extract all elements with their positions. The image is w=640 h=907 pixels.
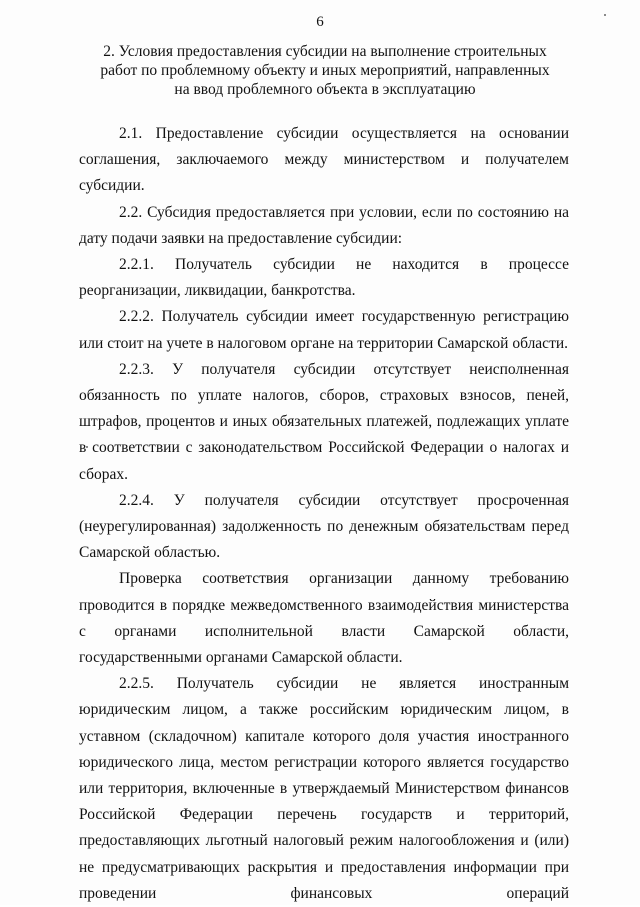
paragraph-2-2-2: 2.2.2. Получатель субсидии имеет государственную регистрацию или стоит на учете в налоговом органе на территории Самарской области.: [79, 308, 569, 352]
paragraph-2-2-4: 2.2.4. У получателя субсидии отсутствует просроченная (неурегулированная) задолженность по денежным обязательствам перед Самарской областью.: [79, 491, 569, 562]
heading-line: работ по проблемному объекту и иных мероприятий, направленных: [100, 62, 550, 79]
paragraph-2-2: 2.2. Субсидия предоставляется при условии, если по состоянию на дату подачи заявки на предоставление субсидии:: [79, 203, 569, 247]
paragraph-verification: Проверка соответствия организации данному требованию проводится в порядке межведомственного взаимодействия министерства с органами исполнительной власти Самарской области, государственными органами Самарской области.: [79, 570, 569, 667]
page-number: 6: [316, 14, 324, 30]
heading-line: 2. Условия предоставления субсидии на выполнение строительных: [103, 43, 547, 60]
paragraph-2-2-5: 2.2.5. Получатель субсидии не является иностранным юридическим лицом, а также российским юридическим лицом, в уставном (складочном) капитале которого доля участия иностранного юридического лица, местом регистрации которого является государство или территория, включенные в утверждаемый Министерством финансов Российской Федерации перечень государств и территорий, предоставляющих льготный налоговый режим налогообложения и (или) не предусматривающих раскрытия и предоставления информации при проведении финансовых операций: [79, 675, 569, 902]
paragraph-2-1: 2.1. Предоставление субсидии осуществляется на основании соглашения, заключаемого между министерством и получателем субсидии.: [79, 125, 569, 195]
paragraph-2-2-1: 2.2.1. Получатель субсидии не находится в процессе реорганизации, ликвидации, банкротства.: [79, 256, 569, 300]
document-body: [79, 121, 569, 907]
heading-line: на ввод проблемного объекта в эксплуатацию: [174, 81, 476, 98]
paragraph-2-2-3: 2.2.3. У получателя субсидии отсутствует неисполненная обязанность по уплате налогов, сборов, страховых взносов, пеней, штрафов, процентов и иных обязательных платежей, подлежащих уплате в соответствии с законодательством Российской Федерации о налогах и сборах.: [79, 360, 569, 483]
section-heading: [80, 42, 570, 99]
